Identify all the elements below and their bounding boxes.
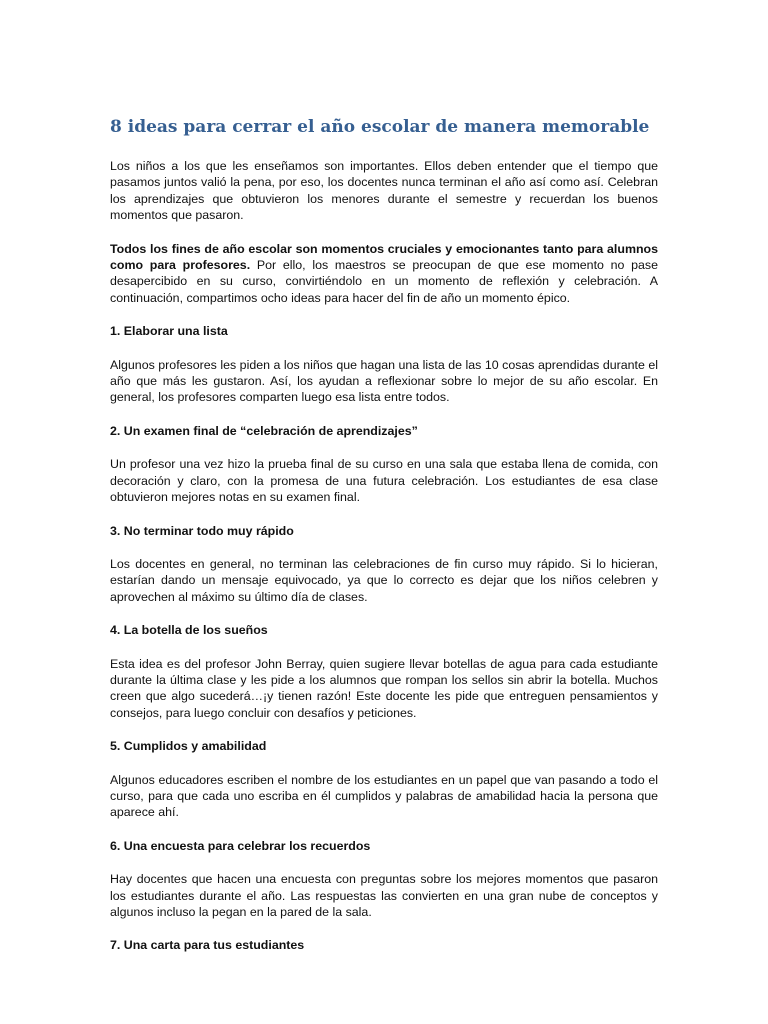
section-heading-4: 4. La botella de los sueños bbox=[110, 623, 268, 638]
document-title: 8 ideas para cerrar el año escolar de manera memorable bbox=[110, 117, 650, 137]
section-heading-3: 3. No terminar todo muy rápido bbox=[110, 523, 294, 538]
intro-paragraph: Los niños a los que les enseñamos son importantes. Ellos deben entender que el tiempo que pasamos juntos valió la pena, por eso, los docentes nunca terminan el año así como así. Celebran los aprendizajes que obtuvieron los menores durante el semestre y recuerdan los buenos momentos que pasaron. bbox=[110, 159, 658, 223]
section-heading-6: 6. Una encuesta para celebrar los recuerdos bbox=[110, 838, 371, 853]
section-heading-1: 1. Elaborar una lista bbox=[110, 324, 228, 339]
section-body-5: Algunos educadores escriben el nombre de los estudiantes en un papel que van pasando a todo el curso, para que cada uno escriba en él cumplidos y palabras de amabilidad hacia la persona que aparece ahí. bbox=[110, 772, 658, 820]
section-heading-2: 2. Un examen final de “celebración de aprendizajes” bbox=[110, 423, 418, 438]
intro-regular-text: Por ello, los maestros se preocupan de que ese momento no pase desapercibido en su curso, convirtiéndolo en un momento de reflexión y celebración. A continuación, compartimos ocho ideas para hacer del fin de año un momento épico. bbox=[110, 258, 658, 305]
section-body-2: Un profesor una vez hizo la prueba final de su curso en una sala que estaba llena de comida, con decoración y claro, con la promesa de una futura celebración. Los estudiantes de esa clase obtuvieron mejores notas en su examen final. bbox=[110, 457, 658, 505]
intro-bold-text: Todos los fines de año escolar son momentos cruciales y emocionantes tanto para alumnos como para profesores. bbox=[110, 241, 658, 273]
section-body-4: Esta idea es del profesor John Berray, quien sugiere llevar botellas de agua para cada estudiante durante la última clase y les pide a los alumnos que rompan los sellos sin abrir la botella. Muchos creen que algo sucederá…¡y tienen razón! Este docente les pide que entreguen pensamientos y consejos, para luego concluir con desafíos y peticiones. bbox=[110, 656, 658, 720]
section-body-3: Los docentes en general, no terminan las celebraciones de fin curso muy rápido. Si lo hicieran, estarían dando un mensaje equivocado, ya que lo correcto es dejar que los niños celebren y aprovechen al máximo su último día de clases. bbox=[110, 556, 658, 604]
document-body bbox=[110, 116, 658, 971]
section-body-1: Algunos profesores les piden a los niños que hagan una lista de las 10 cosas aprendidas durante el año que más les gustaron. Así, los ayudan a reflexionar sobre lo mejor de su año escolar. En general, los profesores comparten luego esa lista entre todos. bbox=[110, 357, 658, 405]
section-body-6: Hay docentes que hacen una encuesta con preguntas sobre los mejores momentos que pasaron los estudiantes durante el año. Las respuestas las convierten en una gran nube de conceptos y algunos incluso la pegan en la pared de la sala. bbox=[110, 872, 658, 919]
intro-paragraph-2 bbox=[110, 241, 658, 307]
section-heading-7: 7. Una carta para tus estudiantes bbox=[110, 938, 305, 953]
section-heading-5: 5. Cumplidos y amabilidad bbox=[110, 739, 267, 754]
